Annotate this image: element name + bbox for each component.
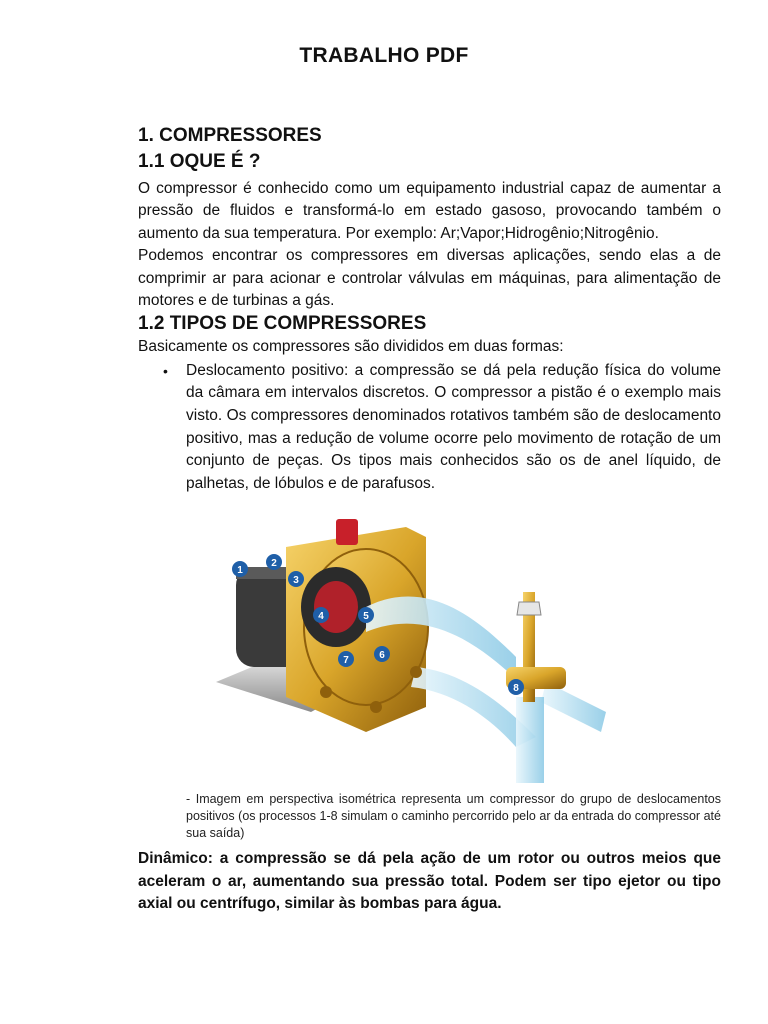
paragraph-dynamic: Dinâmico: a compressão se dá pela ação de um rotor ou outros meios que aceleram o ar, aumentando sua pressão total. Podem ser tipo ejetor ou tipo axial ou centrífugo, similar às bombas para água. [138, 850, 721, 913]
paragraph-intro-types: Basicamente os compressores são divididos em duas formas: [138, 338, 564, 356]
marker-label: 3 [293, 575, 299, 587]
marker-7 [338, 651, 354, 667]
marker-label: 2 [271, 558, 277, 570]
marker-label: 7 [343, 655, 349, 667]
marker-8 [508, 679, 524, 695]
bullet-icon: • [163, 362, 168, 379]
marker-4 [313, 607, 329, 623]
marker-2 [266, 554, 282, 570]
subsection-heading-tipos: 1.2 TIPOS DE COMPRESSORES [138, 313, 427, 335]
types-list [138, 360, 721, 496]
marker-label: 8 [513, 683, 519, 695]
compressor-illustration [216, 507, 616, 783]
marker-6 [374, 646, 390, 662]
bolt-icon [410, 666, 422, 678]
paragraph-definition: O compressor é conhecido como um equipamento industrial capaz de aumentar a pressão de fluidos e transformá-lo em estado gasoso, provocando também o aumento da sua temperatura. Por exemplo: Ar;Vapor;Hidrogênio;Nitrogênio. [138, 180, 721, 242]
marker-label: 4 [318, 611, 324, 623]
airflow-pipe-shape [541, 682, 606, 732]
list-item-text: Deslocamento positivo: a compressão se dá pela redução física do volume da câmara em intervalos discretos. O compressor a pistão é o exemplo mais visto. Os compressores denominados rotativos também são de deslocamento positivo, mas a redução de volume ocorre pelo movimento de rotação de um conjunto de peças. Os tipos mais conhecidos são os de anel líquido, de palhetas, de lóbulos e de parafusos. [186, 361, 721, 492]
marker-label: 5 [363, 611, 369, 623]
figure-caption: - Imagem em perspectiva isométrica representa um compressor do grupo de deslocamentos positivos (os processos 1-8 simulam o caminho percorrido pelo ar da entrada do compressor até sua saída) [186, 792, 721, 841]
page-title: TRABALHO PDF [299, 44, 469, 67]
document-body [138, 124, 721, 916]
marker-5 [358, 607, 374, 623]
airflow-down-shape [516, 697, 544, 783]
paragraph-applications: Podemos encontrar os compressores em diversas aplicações, sendo elas a de comprimir ar para acionar e controlar válvulas em máquinas, para alimentação de motores e de turbinas a gás. [138, 247, 721, 310]
marker-label: 1 [237, 565, 243, 577]
bolt-icon [370, 701, 382, 713]
subsection-heading-oque-e: 1.1 OQUE É ? [138, 151, 261, 172]
marker-3 [288, 571, 304, 587]
marker-1 [232, 561, 248, 577]
valve-cap-shape [336, 519, 358, 545]
section-heading-compressores: 1. COMPRESSORES [138, 125, 322, 146]
bolt-icon [320, 686, 332, 698]
marker-label: 6 [379, 650, 385, 662]
rotor-ring-shape [314, 581, 358, 633]
list-item-positive-displacement [138, 360, 721, 496]
valve-nut-shape [517, 602, 541, 615]
